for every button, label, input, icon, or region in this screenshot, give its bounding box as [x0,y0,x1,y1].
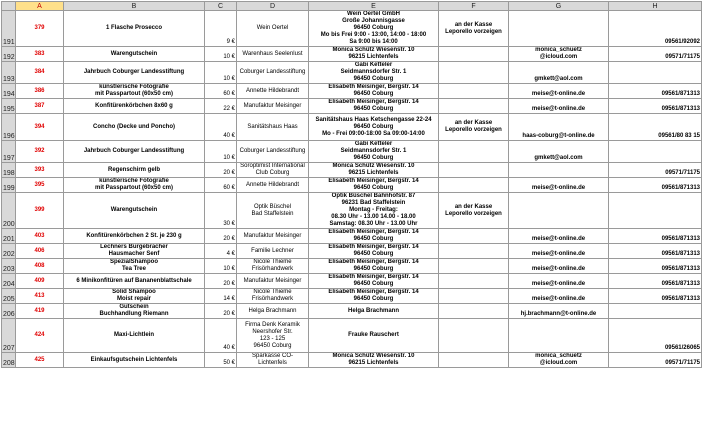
cell-d[interactable]: Helga Brachmann [237,304,309,319]
column-header-d[interactable]: D [237,2,309,11]
cell-e[interactable]: Helga Brachmann [309,304,439,319]
cell-h[interactable]: 09561/871313 [609,289,702,304]
cell-a[interactable]: 384 [16,62,64,84]
cell-b[interactable]: Jahrbuch Coburger Landesstiftung [64,62,205,84]
row-number[interactable]: 198 [2,163,16,178]
cell-c[interactable]: 20 € [205,229,237,244]
cell-f[interactable] [439,304,509,319]
cell-h[interactable]: 09561/871313 [609,229,702,244]
table-row [2,274,702,289]
cell-g[interactable]: meise@t-online.de [509,99,609,114]
cell-b[interactable]: Warengutschein [64,47,205,62]
table-row [2,163,702,178]
row-number[interactable]: 197 [2,141,16,163]
cell-c[interactable]: 40 € [205,114,237,141]
cell-c[interactable]: 10 € [205,62,237,84]
cell-f[interactable] [439,289,509,304]
cell-c[interactable]: 30 € [205,193,237,229]
cell-g[interactable]: meise@t-online.de [509,259,609,274]
cell-d[interactable]: Firma Denk Keramik Neershofer Str. 123 - 125 96450 Coburg [237,319,309,353]
cell-f[interactable] [439,84,509,99]
table-row [2,11,702,47]
column-header-f[interactable]: F [439,2,509,11]
cell-a[interactable]: 379 [16,11,64,47]
table-row [2,244,702,259]
cell-h[interactable]: 09571/71175 [609,163,702,178]
cell-c[interactable]: 60 € [205,84,237,99]
cell-e[interactable]: Frauke Rauschert [309,319,439,353]
cell-f[interactable]: an der Kasse Leporello vorzeigen [439,193,509,229]
column-header-row [2,2,702,11]
cell-d[interactable]: Warenhaus Seelenlust [237,47,309,62]
table-row [2,304,702,319]
cell-c[interactable]: 50 € [205,353,237,368]
cell-e[interactable]: Elisabeth Meisinger, Bergstr. 14 96450 Coburg [309,244,439,259]
cell-h[interactable]: 09571/71175 [609,353,702,368]
cell-d[interactable]: Annette Hildebrandt [237,84,309,99]
cell-d[interactable]: Coburger Landesstiftung [237,62,309,84]
row-number[interactable]: 192 [2,47,16,62]
row-number[interactable]: 195 [2,99,16,114]
cell-g[interactable]: meise@t-online.de [509,289,609,304]
cell-a[interactable]: 424 [16,319,64,353]
column-header-a[interactable]: A [16,2,64,11]
cell-f[interactable]: an der Kasse Leporello vorzeigen [439,114,509,141]
cell-f[interactable] [439,259,509,274]
cell-h[interactable]: 09561/871313 [609,274,702,289]
table-row [2,84,702,99]
cell-g[interactable]: hj.brachmann@t-online.de [509,304,609,319]
cell-c[interactable]: 60 € [205,178,237,193]
row-number[interactable]: 193 [2,62,16,84]
cell-f[interactable]: an der Kasse Leporello vorzeigen [439,11,509,47]
cell-c[interactable]: 20 € [205,304,237,319]
cell-d[interactable]: Sanitätshaus Haas [237,114,309,141]
cell-c[interactable]: 4 € [205,244,237,259]
cell-e[interactable]: Gabi Ketteler Seidmannsdorfer Str. 1 96450 Coburg [309,141,439,163]
cell-e[interactable]: Optik Büschel Bahnhofstr. 87 96231 Bad Staffelstein Montag - Freitag: 08.30 Uhr - 13.00 14.00 - 18.00 Samstag: 08.30 Uhr - 13.00 Uhr [309,193,439,229]
cell-f[interactable] [439,163,509,178]
row-number[interactable]: 191 [2,11,16,47]
cell-g[interactable]: meise@t-online.de [509,274,609,289]
cell-h[interactable] [609,304,702,319]
row-number[interactable]: 206 [2,304,16,319]
cell-f[interactable] [439,178,509,193]
cell-d[interactable]: Coburger Landesstiftung [237,141,309,163]
row-number[interactable]: 199 [2,178,16,193]
cell-a[interactable]: 419 [16,304,64,319]
cell-b[interactable]: Regenschirm gelb [64,163,205,178]
column-header-h[interactable]: H [609,2,702,11]
table-row [2,114,702,141]
table-row [2,141,702,163]
cell-b[interactable]: künstlerische Fotografie mit Passpartout (60x50 cm) [64,178,205,193]
cell-h[interactable] [609,62,702,84]
cell-e[interactable]: Elisabeth Meisinger, Bergstr. 14 96450 Coburg [309,178,439,193]
cell-c[interactable]: 22 € [205,99,237,114]
cell-b[interactable]: SpezialShampoo Tea Tree [64,259,205,274]
cell-g[interactable]: meise@t-online.de [509,178,609,193]
table-row [2,289,702,304]
cell-g[interactable]: monica_schuetz @icloud.com [509,353,609,368]
cell-g[interactable]: meise@t-online.de [509,229,609,244]
cell-h[interactable]: 09561/871313 [609,178,702,193]
cell-e[interactable]: Gabi Ketteler Seidmannsdorfer Str. 1 96450 Coburg [309,62,439,84]
cell-h[interactable] [609,193,702,229]
cell-f[interactable] [439,141,509,163]
cell-b[interactable]: Konfitürenkörbchen 2 St. je 230 g [64,229,205,244]
row-number[interactable]: 207 [2,319,16,353]
cell-g[interactable]: gmkett@aol.com [509,141,609,163]
cell-e[interactable]: Elisabeth Meisinger, Bergstr. 14 96450 Coburg [309,259,439,274]
row-number[interactable]: 202 [2,244,16,259]
cell-a[interactable]: 394 [16,114,64,141]
cell-e[interactable]: Elisabeth Meisinger, Bergstr. 14 96450 Coburg [309,229,439,244]
cell-d[interactable]: Familie Lechner [237,244,309,259]
cell-h[interactable]: 09561/26065 [609,319,702,353]
cell-a[interactable]: 425 [16,353,64,368]
cell-e[interactable]: Elisabeth Meisinger, Bergstr. 14 96450 Coburg [309,84,439,99]
cell-e[interactable]: Sanitätshaus Haas Ketschengasse 22-24 96450 Coburg Mo - Frei 09:00-18:00 Sa 09:00-14:00 [309,114,439,141]
cell-f[interactable] [439,244,509,259]
cell-f[interactable] [439,319,509,353]
cell-h[interactable]: 09561/871313 [609,244,702,259]
cell-c[interactable]: 14 € [205,289,237,304]
cell-f[interactable] [439,99,509,114]
cell-b[interactable]: Concho (Decke und Poncho) [64,114,205,141]
cell-d[interactable]: Sparkasse CO-Lichtenfels [237,353,309,368]
cell-d[interactable]: Optik Büschel Bad Staffelstein [237,193,309,229]
cell-e[interactable]: Monica Schütz Wiesenstr. 10 96215 Lichtenfels [309,163,439,178]
column-header-g[interactable]: G [509,2,609,11]
cell-g[interactable] [509,319,609,353]
cell-a[interactable]: 387 [16,99,64,114]
cell-a[interactable]: 392 [16,141,64,163]
cell-c[interactable]: 20 € [205,163,237,178]
cell-d[interactable]: Manufaktur Meisinger [237,274,309,289]
row-number[interactable]: 204 [2,274,16,289]
row-number[interactable]: 203 [2,259,16,274]
cell-d[interactable]: Nicole Thieme Frisörhandwerk [237,289,309,304]
cell-f[interactable] [439,229,509,244]
cell-b[interactable]: Jahrbuch Coburger Landesstiftung [64,141,205,163]
table-row [2,319,702,353]
table-row [2,178,702,193]
cell-c[interactable]: 10 € [205,259,237,274]
cell-g[interactable]: monica_schuetz @icloud.com [509,47,609,62]
row-number[interactable]: 208 [2,353,16,368]
cell-h[interactable]: 09561/871313 [609,259,702,274]
cell-h[interactable]: 09561/871313 [609,84,702,99]
cell-c[interactable]: 40 € [205,319,237,353]
table-row [2,229,702,244]
cell-e[interactable]: Elisabeth Meisinger, Bergstr. 14 96450 Coburg [309,274,439,289]
table-row [2,62,702,84]
cell-c[interactable]: 10 € [205,47,237,62]
cell-g[interactable]: gmkett@aol.com [509,62,609,84]
table-row [2,259,702,274]
cell-a[interactable]: 409 [16,274,64,289]
row-number[interactable]: 200 [2,193,16,229]
table-row [2,193,702,229]
cell-g[interactable] [509,11,609,47]
cell-b[interactable]: Einkaufsgutschein Lichtenfels [64,353,205,368]
cell-f[interactable] [439,62,509,84]
cell-a[interactable]: 408 [16,259,64,274]
cell-g[interactable]: meise@t-online.de [509,84,609,99]
cell-h[interactable] [609,141,702,163]
cell-a[interactable]: 413 [16,289,64,304]
cell-b[interactable]: 1 Flasche Prosecco [64,11,205,47]
cell-b[interactable]: Warengutschein [64,193,205,229]
row-number[interactable]: 194 [2,84,16,99]
cell-a[interactable]: 399 [16,193,64,229]
cell-b[interactable]: Lechners Burgebracher Hausmacher Senf [64,244,205,259]
column-header-c[interactable]: C [205,2,237,11]
cell-b[interactable]: Maxi-Lichtlein [64,319,205,353]
cell-e[interactable]: Elisabeth Meisinger, Bergstr. 14 96450 Coburg [309,289,439,304]
table-row [2,47,702,62]
spreadsheet-grid [1,1,702,368]
cell-e[interactable]: Wein Oertel GmbH Große Johannisgasse 96450 Coburg Mo bis Frei 9:00 - 13:00, 14:00 - 18:00 Sa 9:00 bis 14:00 [309,11,439,47]
column-header-b[interactable]: B [64,2,205,11]
select-all-corner[interactable] [2,2,16,11]
cell-b[interactable]: Konfitürenkörbchen 8x60 g [64,99,205,114]
cell-g[interactable] [509,193,609,229]
cell-b[interactable]: Gutschein Buchhandlung Riemann [64,304,205,319]
cell-g[interactable]: meise@t-online.de [509,244,609,259]
cell-b[interactable]: 6 Minikonfitüren auf Bananenblattschale [64,274,205,289]
column-header-e[interactable]: E [309,2,439,11]
cell-d[interactable]: Annette Hildebrandt [237,178,309,193]
cell-f[interactable] [439,353,509,368]
cell-d[interactable]: Soroptimist International Club Coburg [237,163,309,178]
row-number[interactable]: 201 [2,229,16,244]
cell-h[interactable]: 09561/92092 [609,11,702,47]
cell-e[interactable]: Monica Schütz Wiesenstr. 10 96215 Lichtenfels [309,47,439,62]
cell-a[interactable]: 383 [16,47,64,62]
cell-a[interactable]: 393 [16,163,64,178]
cell-b[interactable]: Solid Shampoo Moist repair [64,289,205,304]
row-number[interactable]: 196 [2,114,16,141]
cell-b[interactable]: künstlerische Fotografie mit Passpartout (60x50 cm) [64,84,205,99]
cell-c[interactable]: 10 € [205,141,237,163]
cell-e[interactable]: Monica Schütz Wiesenstr. 10 96215 Lichtenfels [309,353,439,368]
cell-h[interactable]: 09561/80 83 15 [609,114,702,141]
cell-f[interactable] [439,47,509,62]
cell-a[interactable]: 403 [16,229,64,244]
cell-a[interactable]: 395 [16,178,64,193]
cell-a[interactable]: 406 [16,244,64,259]
cell-d[interactable]: Manufaktur Meisinger [237,229,309,244]
cell-g[interactable] [509,163,609,178]
cell-c[interactable]: 9 € [205,11,237,47]
table-row [2,99,702,114]
cell-d[interactable]: Manufaktur Meisinger [237,99,309,114]
cell-f[interactable] [439,274,509,289]
cell-d[interactable]: Nicole Thieme Frisörhandwerk [237,259,309,274]
cell-h[interactable]: 09561/871313 [609,99,702,114]
table-row [2,353,702,368]
row-number[interactable]: 205 [2,289,16,304]
cell-g[interactable]: haas-coburg@t-online.de [509,114,609,141]
cell-h[interactable]: 09571/71175 [609,47,702,62]
cell-e[interactable]: Elisabeth Meisinger, Bergstr. 14 96450 Coburg [309,99,439,114]
cell-c[interactable]: 20 € [205,274,237,289]
cell-d[interactable]: Wein Oertel [237,11,309,47]
cell-a[interactable]: 386 [16,84,64,99]
